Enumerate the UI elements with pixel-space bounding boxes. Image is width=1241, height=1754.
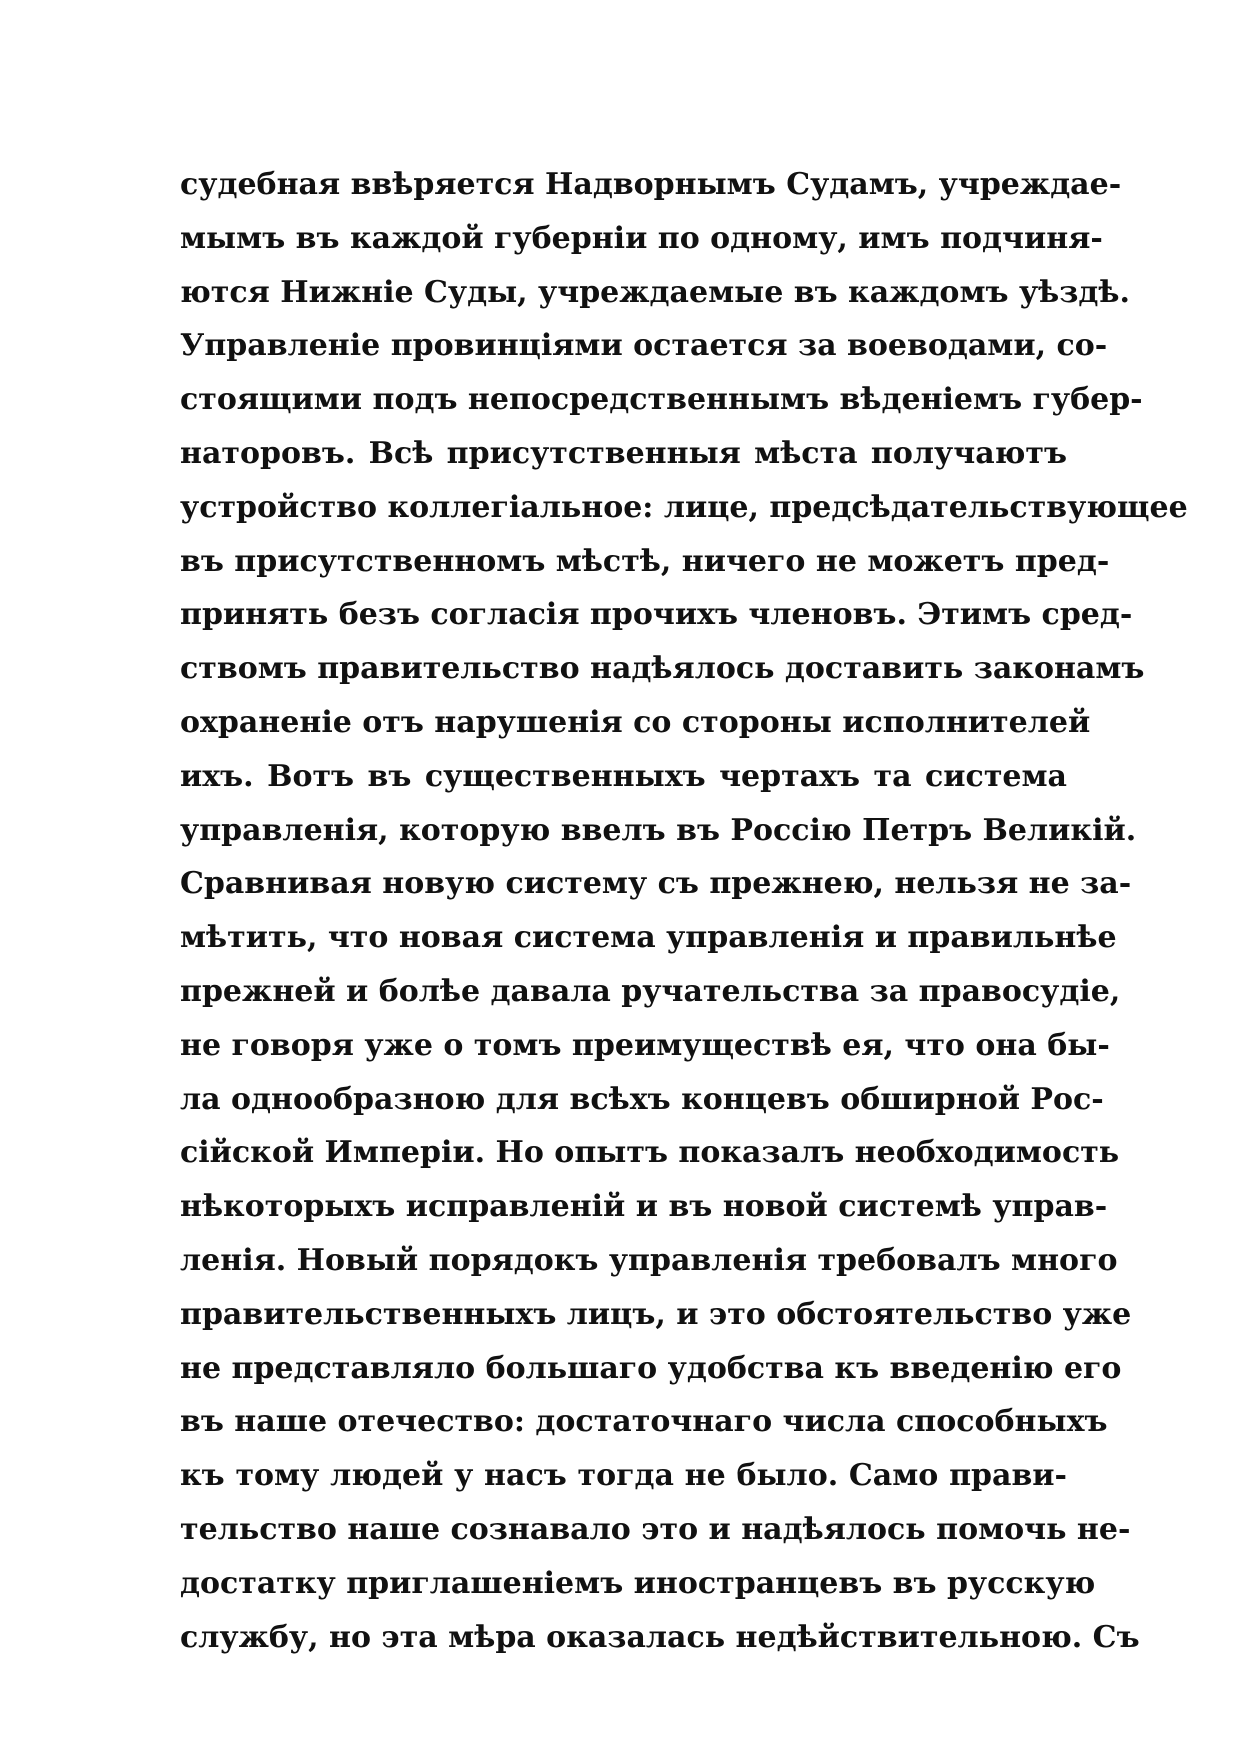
text-line: сійской Имперіи. Но опытъ показалъ необходимость xyxy=(180,1135,1120,1171)
text-line: управленія, которую ввелъ въ Россію Петръ Великій. xyxy=(180,812,1137,848)
text-line: тельство наше сознавало это и надѣялось помочь не- xyxy=(180,1511,1131,1547)
text-line: въ присутственномъ мѣстѣ, ничего не можетъ пред- xyxy=(180,543,1110,579)
text-line: службу, но эта мѣра оказалась недѣйствительною. Съ xyxy=(180,1619,1140,1655)
text-line: ствомъ правительство надѣялось доставить законамъ xyxy=(180,651,1145,687)
text-line: судебная ввѣряется Надворнымъ Судамъ, учреждае- xyxy=(180,167,1122,202)
text-line: охраненіе отъ нарушенія со стороны исполнителей xyxy=(180,704,1091,740)
text-line: Управленіе провинціями остается за воеводами, со- xyxy=(180,328,1108,364)
text-line: мѣтить, что новая система управленія и правильнѣе xyxy=(180,920,1117,956)
text-line: въ наше отечество: достаточнаго числа способныхъ xyxy=(180,1404,1108,1440)
text-line: наторовъ. Всѣ присутственныя мѣста получаютъ xyxy=(180,435,1067,471)
text-line: стоящими подъ непосредственнымъ вѣденіемъ губер- xyxy=(180,382,1143,418)
text-line: мымъ въ каждой губерніи по одному, имъ подчиня- xyxy=(180,220,1103,256)
text-line: устройство коллегіальное: лице, предсѣдательствующее xyxy=(180,489,1188,525)
body-text xyxy=(180,158,1188,1664)
text-line: достатку приглашеніемъ иностранцевъ въ русскую xyxy=(180,1565,1096,1601)
text-line: ла однообразною для всѣхъ концевъ обширной Рос- xyxy=(180,1081,1104,1117)
text-line: не представляло большаго удобства къ введенію его xyxy=(180,1350,1122,1386)
text-line: прежней и болѣе давала ручательства за правосудіе, xyxy=(180,973,1121,1009)
text-line: не говоря уже о томъ преимуществѣ ея, что она бы- xyxy=(180,1027,1110,1063)
text-line: нѣкоторыхъ исправленій и въ новой системѣ управ- xyxy=(180,1189,1108,1225)
text-line: ются Нижніе Суды, учреждаемые въ каждомъ уѣздѣ. xyxy=(180,274,1130,310)
text-line: Сравнивая новую систему съ прежнею, нельзя не за- xyxy=(180,866,1132,902)
text-line: ленія. Новый порядокъ управленія требовалъ много xyxy=(180,1242,1118,1278)
text-line: къ тому людей у насъ тогда не было. Само прави- xyxy=(180,1458,1067,1494)
text-line: ихъ. Вотъ въ существенныхъ чертахъ та система xyxy=(180,758,1067,794)
text-line: принять безъ согласія прочихъ членовъ. Этимъ сред- xyxy=(180,597,1133,633)
text-line: правительственныхъ лицъ, и это обстоятельство уже xyxy=(180,1296,1132,1332)
